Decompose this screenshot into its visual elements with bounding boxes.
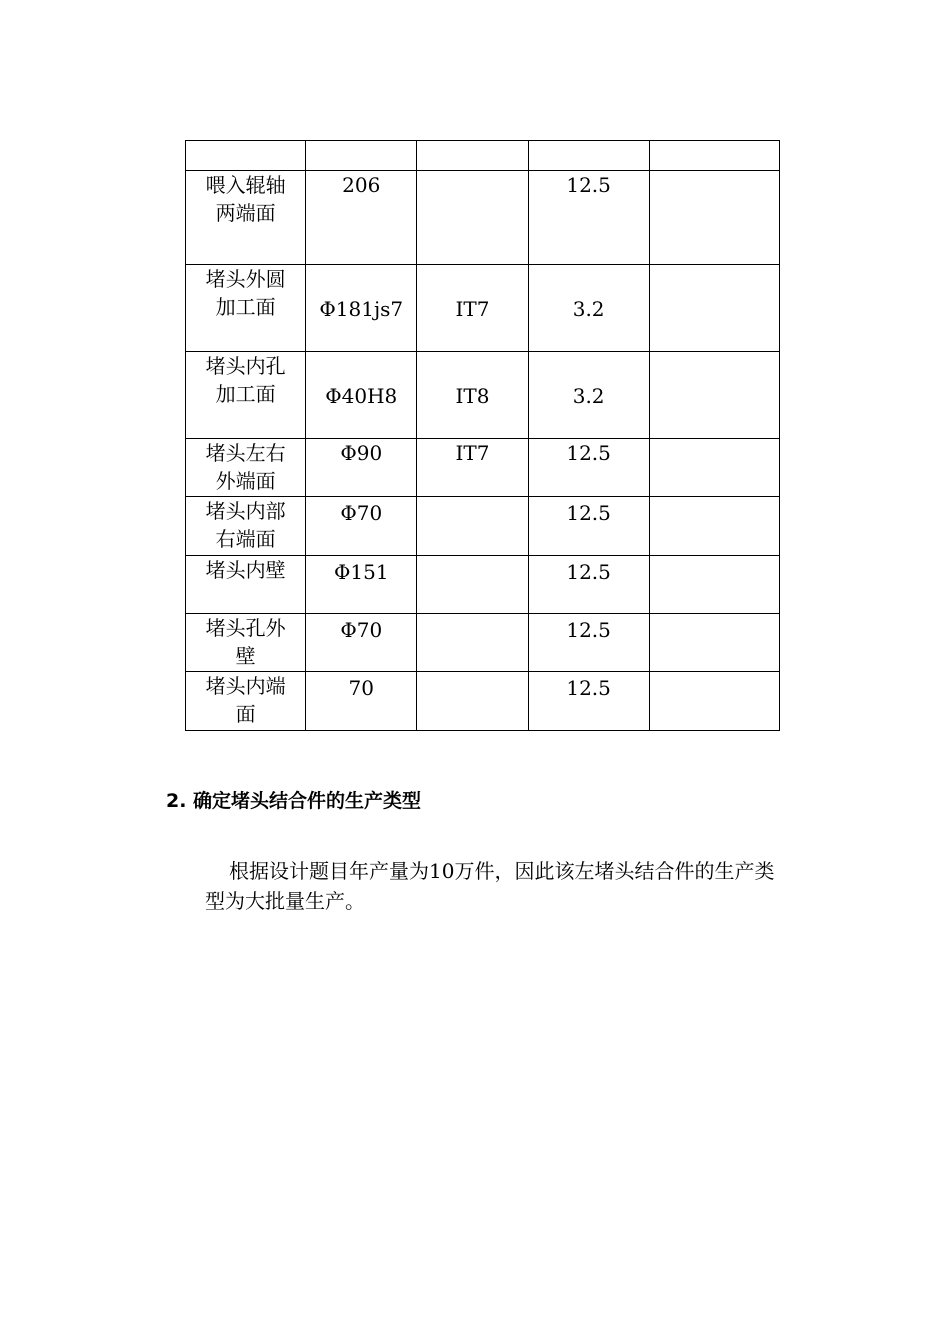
surface-name: 堵头内孔加工面 xyxy=(205,354,286,406)
surface-name: 堵头内壁 xyxy=(205,558,286,582)
table-header-row xyxy=(186,141,780,171)
note-cell xyxy=(649,439,779,497)
table-row xyxy=(186,614,780,672)
table-row xyxy=(186,672,780,731)
roughness-cell: 3.2 xyxy=(528,352,649,439)
table-row xyxy=(186,497,780,556)
grade-cell: IT8 xyxy=(417,352,528,439)
grade-cell xyxy=(417,171,528,265)
size-cell: 70 xyxy=(306,672,417,731)
surface-name-cell xyxy=(186,171,306,265)
surface-name: 堵头左右外端面 xyxy=(205,441,286,493)
surface-name-cell xyxy=(186,497,306,556)
roughness-cell: 3.2 xyxy=(528,265,649,352)
grade-cell xyxy=(417,614,528,672)
header-cell xyxy=(306,141,417,171)
table-row xyxy=(186,352,780,439)
grade-cell xyxy=(417,497,528,556)
header-cell xyxy=(528,141,649,171)
size-cell: Φ151 xyxy=(306,556,417,614)
size-cell: Φ40H8 xyxy=(306,352,417,439)
grade-cell xyxy=(417,556,528,614)
roughness-cell: 12.5 xyxy=(528,556,649,614)
note-cell xyxy=(649,614,779,672)
size-cell: 206 xyxy=(306,171,417,265)
grade-cell: IT7 xyxy=(417,265,528,352)
table-row xyxy=(186,265,780,352)
roughness-cell: 12.5 xyxy=(528,497,649,556)
spec-table xyxy=(185,140,780,731)
grade-cell: IT7 xyxy=(417,439,528,497)
table-row xyxy=(186,556,780,614)
header-cell xyxy=(417,141,528,171)
roughness-cell: 12.5 xyxy=(528,171,649,265)
table-row xyxy=(186,439,780,497)
note-cell xyxy=(649,265,779,352)
surface-name-cell xyxy=(186,439,306,497)
surface-name-cell xyxy=(186,614,306,672)
note-cell xyxy=(649,497,779,556)
table-row xyxy=(186,171,780,265)
section-heading: 2. 确定堵头结合件的生产类型 xyxy=(166,790,422,812)
surface-name-cell xyxy=(186,556,306,614)
size-cell: Φ70 xyxy=(306,614,417,672)
surface-name: 喂入辊轴两端面 xyxy=(205,173,286,225)
size-cell: Φ90 xyxy=(306,439,417,497)
surface-name-cell xyxy=(186,265,306,352)
note-cell xyxy=(649,171,779,265)
section-paragraph: 根据设计题目年产量为10万件，因此该左堵头结合件的生产类型为大批量生产。 xyxy=(205,859,775,913)
grade-cell xyxy=(417,672,528,731)
surface-name-cell xyxy=(186,672,306,731)
roughness-cell: 12.5 xyxy=(528,672,649,731)
surface-name-cell xyxy=(186,352,306,439)
size-cell: Φ181js7 xyxy=(306,265,417,352)
surface-name: 堵头内部右端面 xyxy=(205,499,286,551)
surface-name: 堵头孔外壁 xyxy=(205,616,286,668)
note-cell xyxy=(649,556,779,614)
header-cell xyxy=(649,141,779,171)
surface-name: 堵头外圆加工面 xyxy=(205,267,286,319)
roughness-cell: 12.5 xyxy=(528,614,649,672)
note-cell xyxy=(649,352,779,439)
header-cell xyxy=(186,141,306,171)
surface-name: 堵头内端面 xyxy=(205,674,286,726)
note-cell xyxy=(649,672,779,731)
roughness-cell: 12.5 xyxy=(528,439,649,497)
size-cell: Φ70 xyxy=(306,497,417,556)
